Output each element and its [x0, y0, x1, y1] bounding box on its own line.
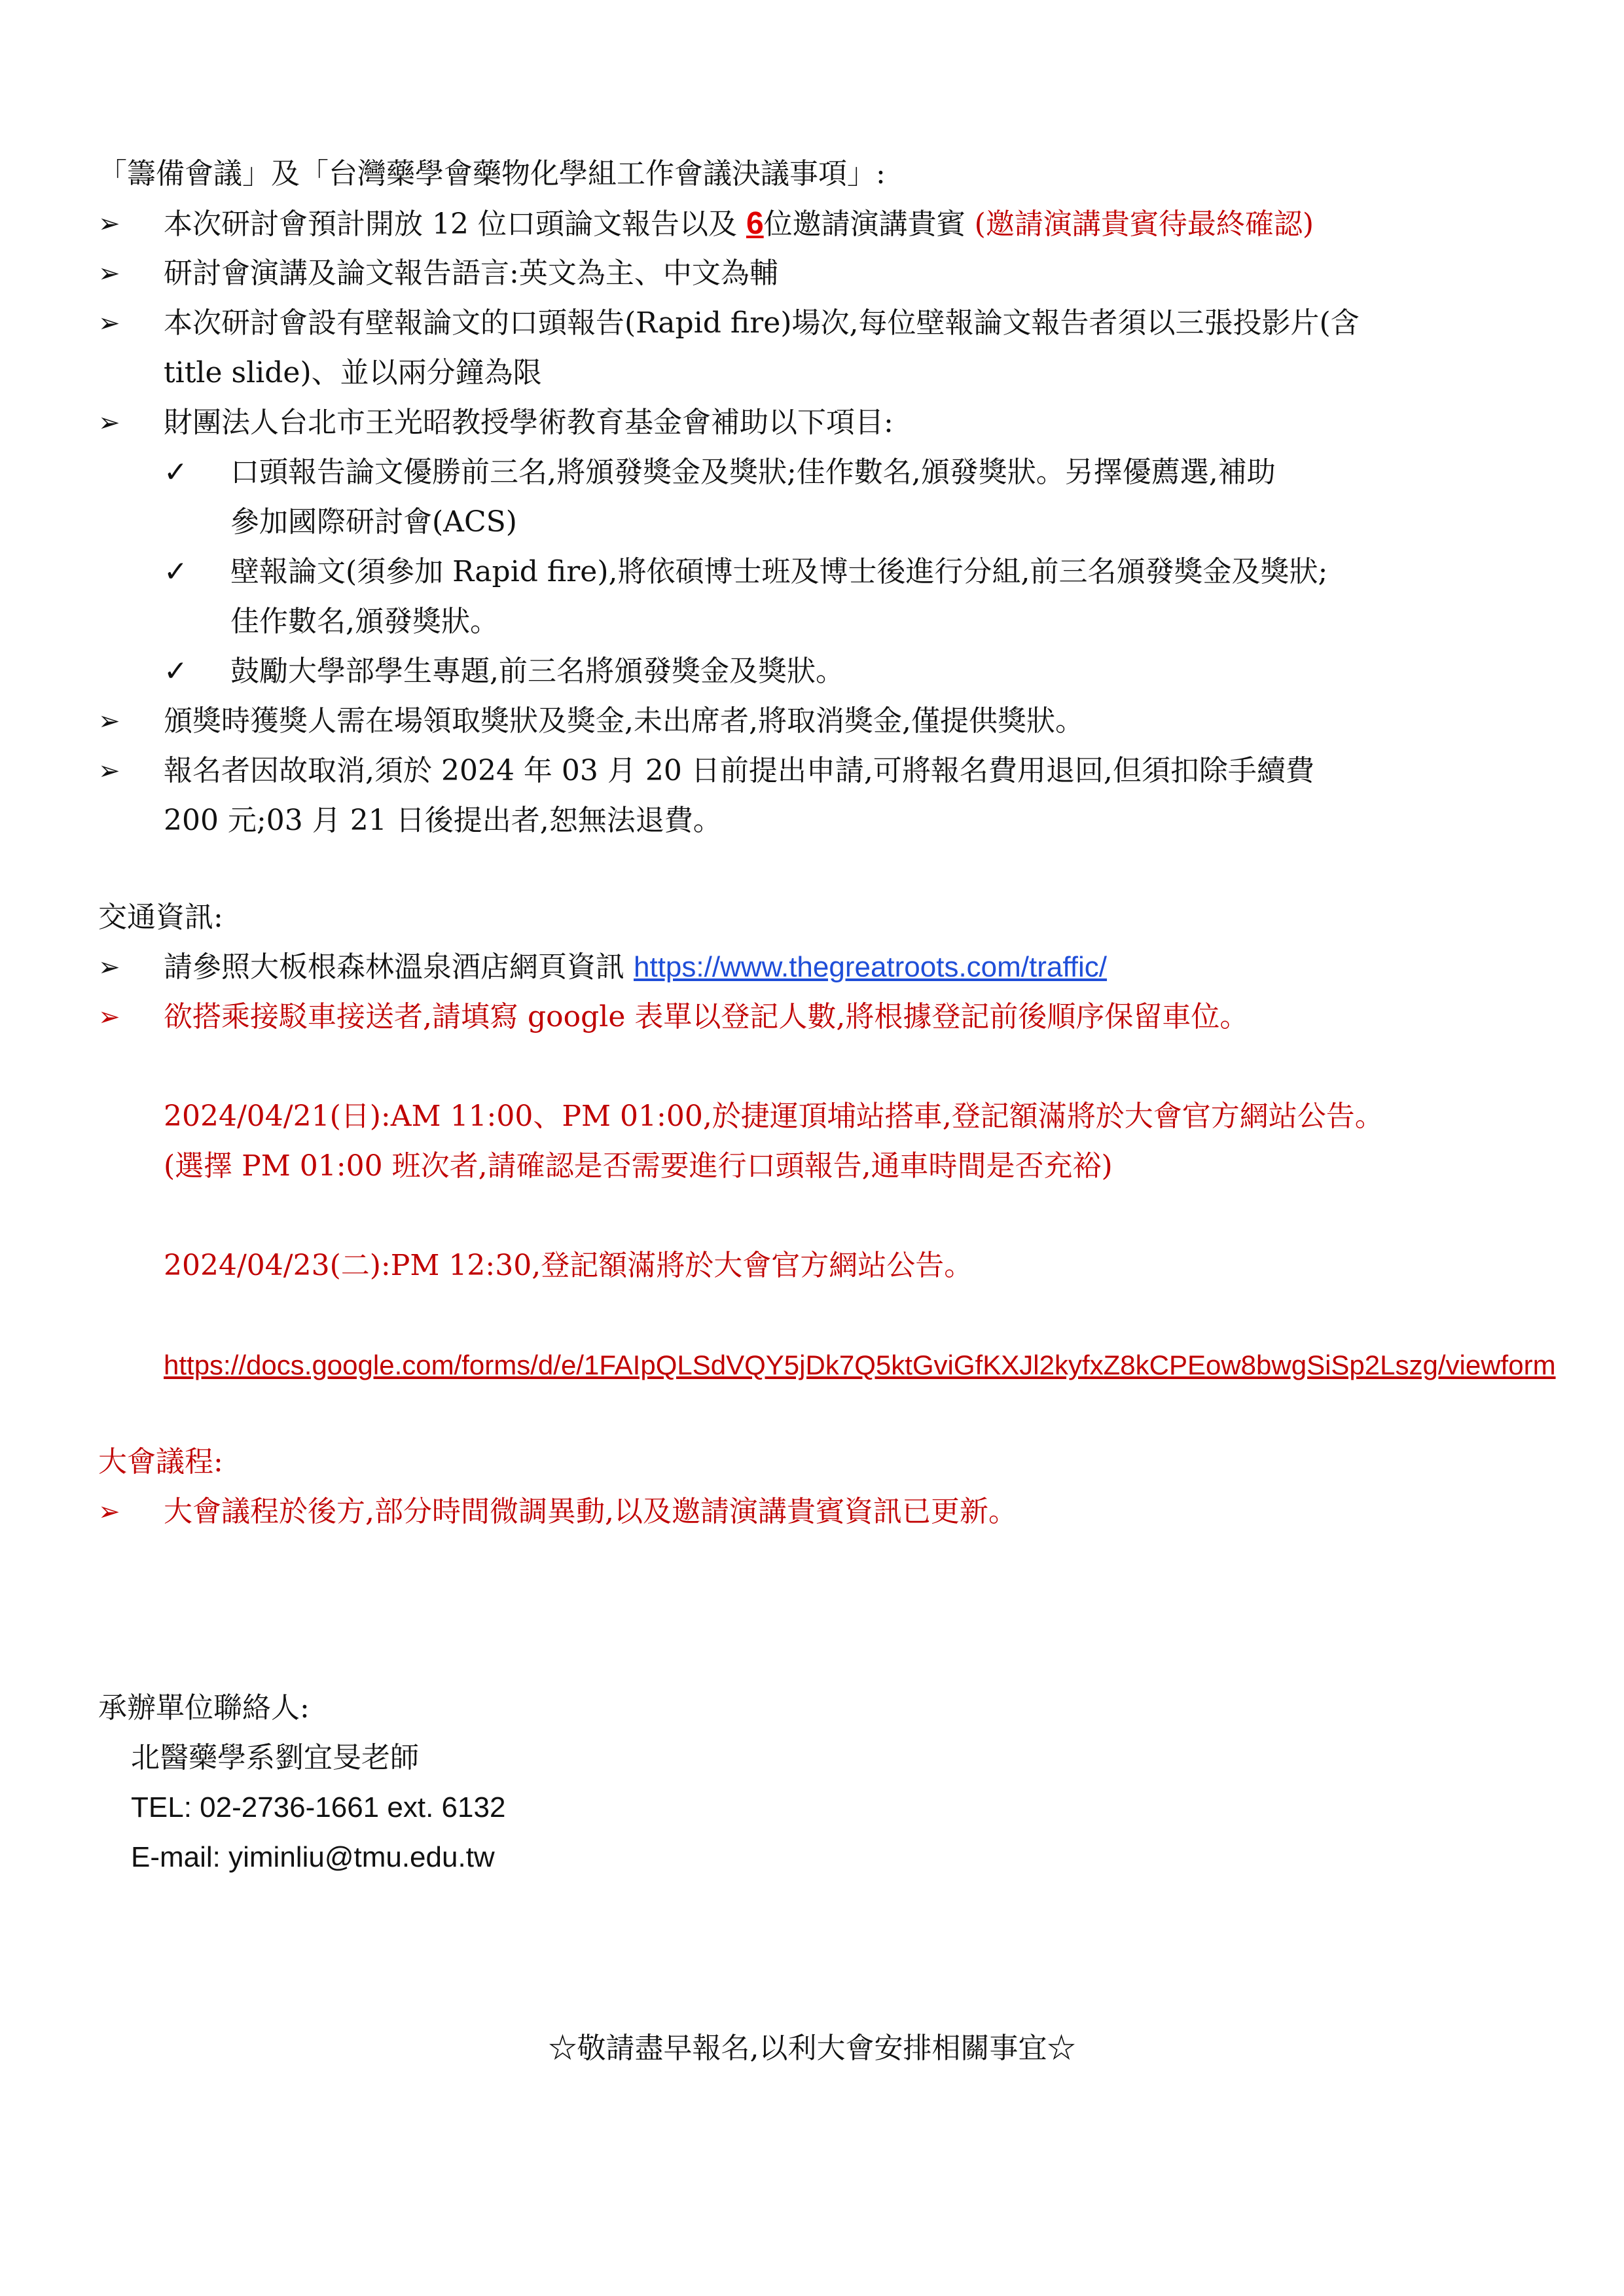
transport-heading: 交通資訊: [98, 901, 223, 934]
resolution-item-3-line-2: title slide)、並以兩分鐘為限 [164, 356, 542, 389]
resolution-item-4: 財團法人台北市王光昭教授學術教育基金會補助以下項目: [164, 406, 893, 439]
speaker-note: (邀請演講貴賓待最終確認) [974, 207, 1314, 241]
resolution-item-3-line-1: 本次研討會設有壁報論文的口頭報告(Rapid fire)場次,每位壁報論文報告者須以三張投影片(含 [164, 306, 1360, 340]
arrow-bullet-icon: ➢ [98, 1002, 120, 1032]
speaker-count: 6 [746, 206, 764, 241]
hotel-traffic-link[interactable]: https://www.thegreatroots.com/traffic/ [634, 951, 1108, 983]
check-icon: ✓ [164, 555, 188, 588]
contact-name: 北醫藥學系劉宜旻老師 [131, 1741, 419, 1774]
resolution-item-6-line-1: 報名者因故取消,須於 2024 年 03 月 20 日前提出申請,可將報名費用退回,但須扣除手續費 [164, 754, 1314, 787]
check-icon: ✓ [164, 655, 188, 688]
award-item-1-line-1: 口頭報告論文優勝前三名,將頒發獎金及獎狀;佳作數名,頒發獎狀。另擇優薦選,補助 [230, 456, 1276, 489]
contact-heading: 承辦單位聯絡人: [98, 1691, 310, 1725]
arrow-bullet-icon: ➢ [98, 408, 120, 438]
award-item-2-line-2: 佳作數名,頒發獎狀。 [230, 605, 499, 638]
closing-note: ☆敬請盡早報名,以利大會安排相關事宜☆ [548, 2032, 1076, 2065]
arrow-bullet-icon: ➢ [98, 952, 120, 982]
agenda-item-1: 大會議程於後方,部分時間微調異動,以及邀請演講貴賓資訊已更新。 [164, 1495, 1017, 1528]
award-item-2-line-1: 壁報論文(須參加 Rapid fire),將依碩博士班及博士後進行分組,前三名頒發獎金及獎狀; [230, 555, 1328, 588]
transport-item-2: 欲搭乘接駁車接送者,請填寫 google 表單以登記人數,將根據登記前後順序保留車位。 [164, 1000, 1249, 1033]
arrow-bullet-icon: ➢ [98, 706, 120, 736]
award-item-1-line-2: 參加國際研討會(ACS) [230, 505, 517, 539]
check-icon: ✓ [164, 456, 188, 489]
transport-item-1: 請參照大板根森林溫泉酒店網頁資訊 https://www.thegreatroots.com/traffic/ [164, 950, 1108, 984]
agenda-heading: 大會議程: [98, 1445, 223, 1479]
resolution-item-6-line-2: 200 元;03 月 21 日後提出者,恕無法退費。 [164, 804, 722, 837]
arrow-bullet-icon: ➢ [98, 1497, 120, 1527]
resolution-item-5: 頒獎時獲獎人需在場領取獎狀及獎金,未出席者,將取消獎金,僅提供獎狀。 [164, 704, 1084, 738]
resolutions-heading: 「籌備會議」及「台灣藥學會藥物化學組工作會議決議事項」: [98, 157, 886, 190]
contact-tel: TEL: 02-2736-1661 ext. 6132 [131, 1791, 506, 1823]
resolution-item-2: 研討會演講及論文報告語言:英文為主、中文為輔 [164, 257, 778, 290]
arrow-bullet-icon: ➢ [98, 209, 120, 239]
google-form-link[interactable]: https://docs.google.com/forms/d/e/1FAIpQLSdVQY5jDk7Q5ktGviGfKXJl2kyfxZ8kCPEow8bwgSiSp2Lszg/viewform [164, 1350, 1556, 1380]
contact-email: E-mail: yiminliu@tmu.edu.tw [131, 1841, 495, 1873]
arrow-bullet-icon: ➢ [98, 308, 120, 338]
form-link-line [164, 1340, 1556, 1390]
award-item-3: 鼓勵大學部學生專題,前三名將頒發獎金及獎狀。 [230, 655, 844, 688]
arrow-bullet-icon: ➢ [98, 756, 120, 786]
shuttle-schedule-2: 2024/04/23(二):PM 12:30,登記額滿將於大會官方網站公告。 [164, 1249, 973, 1282]
resolution-item-1: 本次研討會預計開放 12 位口頭論文報告以及 6位邀請演講貴賓 (邀請演講貴賓待最終確認) [164, 206, 1314, 241]
arrow-bullet-icon: ➢ [98, 259, 120, 289]
shuttle-schedule-1-line-2: (選擇 PM 01:00 班次者,請確認是否需要進行口頭報告,通車時間是否充裕) [164, 1149, 1113, 1183]
shuttle-schedule-1-line-1: 2024/04/21(日):AM 11:00、PM 01:00,於捷運頂埔站搭車,登記額滿將於大會官方網站公告。 [164, 1100, 1384, 1133]
